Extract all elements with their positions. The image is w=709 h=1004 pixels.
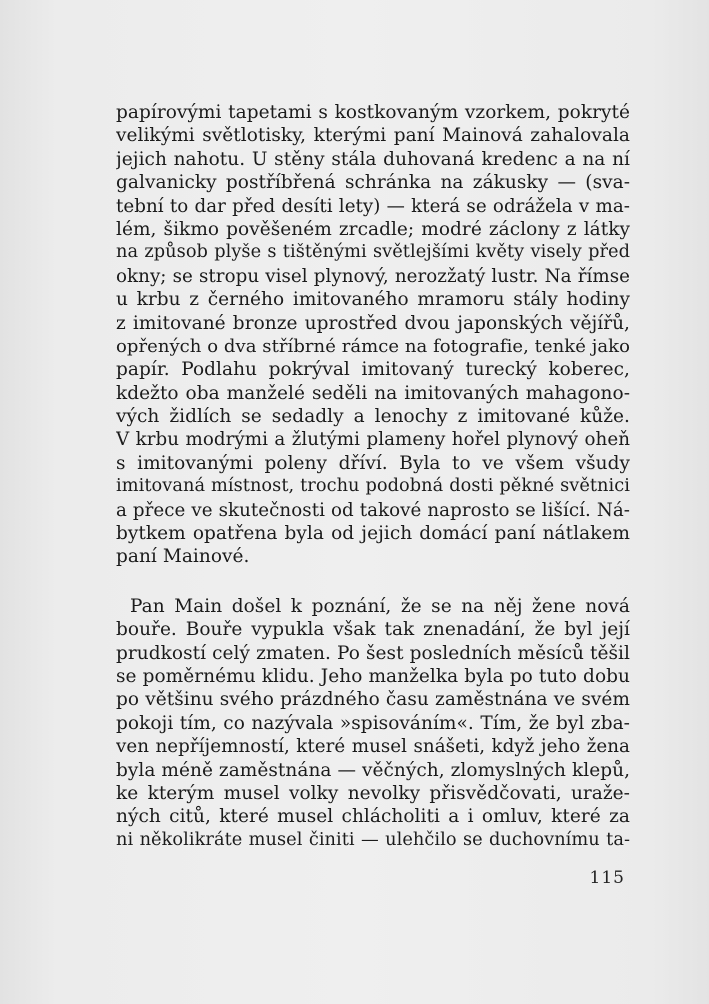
text-line: kdežto oba manželé seděli na imitovaných mahagono-: [116, 382, 630, 404]
text-line: vých židlích se sedadly a lenochy z imitované kůže.: [116, 406, 630, 428]
text-line: ných citů, které musel chlácholiti a i omluv, které za: [116, 806, 630, 828]
text-line: bouře. Bouře vypukla však tak znenadání, že byl její: [116, 619, 630, 641]
page-number: 115: [589, 868, 625, 888]
text-line: V krbu modrými a žlutými plameny hořel plynový oheň: [116, 429, 630, 451]
text-line: velikými světlotisky, kterými paní Mainová zahalovala: [116, 125, 630, 147]
text-line: pokoji tím, co nazývala »spisováním«. Tím, že byl zba-: [116, 712, 630, 734]
text-line: opřených o dva stříbrné rámce na fotografie, tenké jako: [116, 335, 630, 357]
text-line: byla méně zaměstnána — věčných, zlomyslných klepů,: [116, 759, 630, 781]
text-line: papír. Podlahu pokrýval imitovaný turecký koberec,: [116, 359, 630, 381]
text-line: ke kterým musel volky nevolky přisvědčovati, uraže-: [116, 782, 630, 804]
text-line: a přece ve skutečnosti od takové naprosto se lišící. Ná-: [116, 499, 630, 521]
text-line: paní Mainové.: [116, 546, 250, 568]
body-text: [116, 101, 630, 852]
paragraph: [116, 595, 630, 852]
text-line: Pan Main došel k poznání, že se na něj žene nová: [130, 595, 630, 617]
text-line: galvanicky postříbřená schránka na zákusky — (sva-: [116, 172, 630, 194]
text-line: s imitovanými poleny dříví. Byla to ve všem všudy: [116, 452, 630, 474]
text-line: na způsob plyše s tištěnými světlejšími květy visely před: [116, 242, 630, 263]
text-line: okny; se stropu visel plynový, nerozžatý lustr. Na římse: [116, 265, 630, 287]
text-line: se poměrnému klidu. Jeho manželka byla po tuto dobu: [116, 665, 630, 687]
text-line: z imitované bronze uprostřed dvou japonských vějířů,: [116, 312, 630, 334]
paragraph: [116, 101, 630, 569]
text-line: prudkostí celý zmaten. Po šest posledních měsíců těšil: [116, 642, 630, 664]
text-line: jejich nahotu. U stěny stála duhovaná kredenc a na ní: [116, 148, 630, 170]
text-line: ni několikráte musel činiti — ulehčilo se duchovnímu ta-: [116, 829, 630, 850]
text-line: papírovými tapetami s kostkovaným vzorkem, pokryté: [116, 102, 630, 123]
text-line: imitovaná místnost, trochu podobná dosti pěkné světnici: [116, 476, 630, 497]
text-line: ven nepříjemností, které musel snášeti, když jeho žena: [116, 736, 630, 758]
text-line: lém, šikmo pověšeném zrcadle; modré záclony z látky: [116, 218, 630, 240]
text-line: bytkem opatřena byla od jejich domácí paní nátlakem: [116, 523, 630, 545]
text-line: po většinu svého prázdného času zaměstnána ve svém: [116, 689, 630, 711]
text-line: u krbu z černého imitovaného mramoru stály hodiny: [116, 289, 630, 311]
text-line: tební to dar před desíti lety) — která se odrážela v ma-: [116, 195, 630, 217]
